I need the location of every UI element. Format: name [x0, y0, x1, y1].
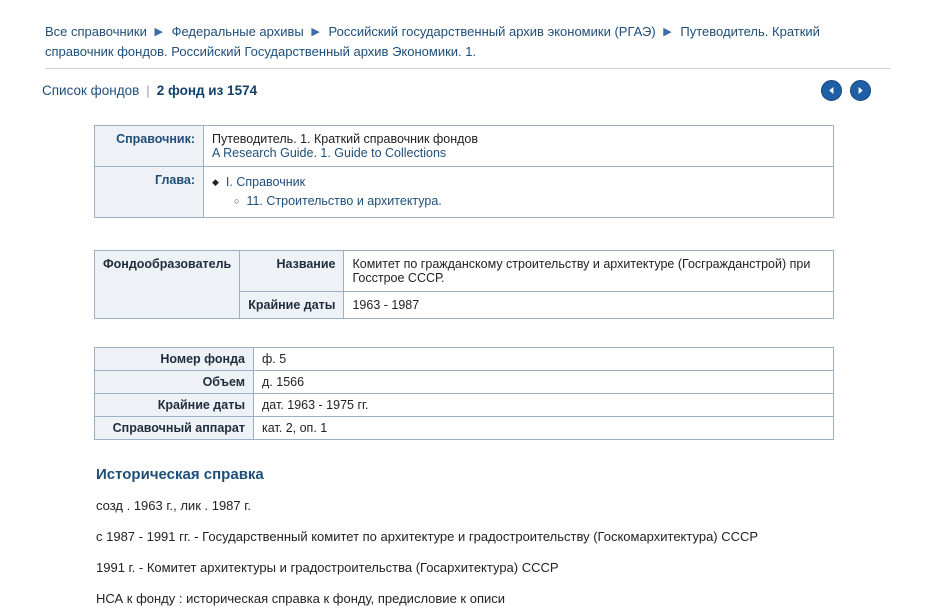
fund-properties-table — [94, 347, 834, 440]
historical-note-section — [96, 466, 856, 607]
left-arrow-icon — [827, 86, 836, 95]
table-row — [95, 371, 834, 394]
property-value-finding-aids: кат. 2, оп. 1 — [254, 417, 834, 440]
founder-name-value: Комитет по гражданскому строительству и архитектуре (Госгражданстрой) при Госстрое СССР. — [344, 251, 834, 292]
historical-note-paragraph: 1991 г. - Комитет архитектуры и градостроительства (Госархитектура) СССР — [96, 560, 559, 575]
table-row — [95, 417, 834, 440]
previous-record-button[interactable] — [821, 80, 842, 101]
founder-table — [94, 250, 834, 319]
breadcrumb-item-all-guides[interactable]: Все справочники — [45, 24, 147, 39]
record-navigation — [821, 80, 915, 101]
chapter-value — [204, 167, 834, 218]
property-label-finding-aids: Справочный аппарат — [95, 417, 254, 440]
guide-table — [94, 125, 834, 218]
historical-note-paragraph: с 1987 - 1991 гг. - Государственный комитет по архитектуре и градостроительству (Госкомархитектура) СССР — [96, 529, 759, 544]
guide-label: Справочник: — [95, 126, 204, 167]
historical-note-title: Историческая справка — [96, 466, 264, 483]
property-value-extreme-dates: дат. 1963 - 1975 гг. — [254, 394, 834, 417]
breadcrumb-separator-icon: ▶ — [154, 26, 163, 38]
founder-name-label: Название — [240, 251, 344, 292]
breadcrumb-item-rgae[interactable]: Российский государственный архив экономики (РГАЭ) — [328, 24, 656, 39]
breadcrumb-item-federal-archives[interactable]: Федеральные архивы — [171, 24, 304, 39]
guide-value — [204, 126, 834, 167]
table-row — [95, 394, 834, 417]
breadcrumb — [0, 0, 935, 62]
subheader-divider: | — [146, 82, 150, 98]
founder-row-label: Фондообразователь — [95, 251, 240, 319]
funds-list-link[interactable]: Список фондов — [42, 82, 140, 98]
chapter-link-1[interactable]: I. Справочник — [225, 175, 306, 189]
breadcrumb-item-current: Путеводитель. Краткий справочник фондов. Российский Государственный архив Экономики. 1. — [45, 24, 820, 59]
chapter-link-2[interactable]: 11. Строительство и архитектура. — [246, 194, 442, 208]
next-record-button[interactable] — [850, 80, 871, 101]
chapter-item-level1[interactable] — [212, 173, 825, 192]
founder-dates-value: 1963 - 1987 — [344, 292, 834, 319]
property-label-fund-number: Номер фонда — [95, 348, 254, 371]
guide-title-ru: Путеводитель. 1. Краткий справочник фондов — [212, 132, 479, 146]
chapter-row — [95, 167, 834, 218]
right-arrow-icon — [856, 86, 865, 95]
chapter-item-level2[interactable] — [212, 192, 825, 211]
fund-counter: 2 фонд из 1574 — [156, 82, 258, 98]
historical-note-paragraph: созд . 1963 г., лик . 1987 г. — [96, 498, 252, 513]
property-value-fund-number: ф. 5 — [254, 348, 834, 371]
founder-dates-label: Крайние даты — [240, 292, 344, 319]
founder-name-row — [95, 251, 834, 292]
property-label-volume: Объем — [95, 371, 254, 394]
guide-row — [95, 126, 834, 167]
property-value-volume: д. 1566 — [254, 371, 834, 394]
historical-note-paragraph: НСА к фонду : историческая справка к фонду, предисловие к описи — [96, 591, 506, 606]
chapter-list — [212, 173, 825, 211]
guide-title-en: A Research Guide. 1. Guide to Collections — [212, 146, 447, 160]
breadcrumb-separator-icon: ▶ — [663, 26, 672, 38]
sub-header — [0, 77, 935, 103]
property-label-extreme-dates: Крайние даты — [95, 394, 254, 417]
table-row — [95, 348, 834, 371]
breadcrumb-separator-icon: ▶ — [311, 26, 320, 38]
breadcrumb-divider — [45, 68, 890, 69]
chapter-label: Глава: — [95, 167, 204, 218]
